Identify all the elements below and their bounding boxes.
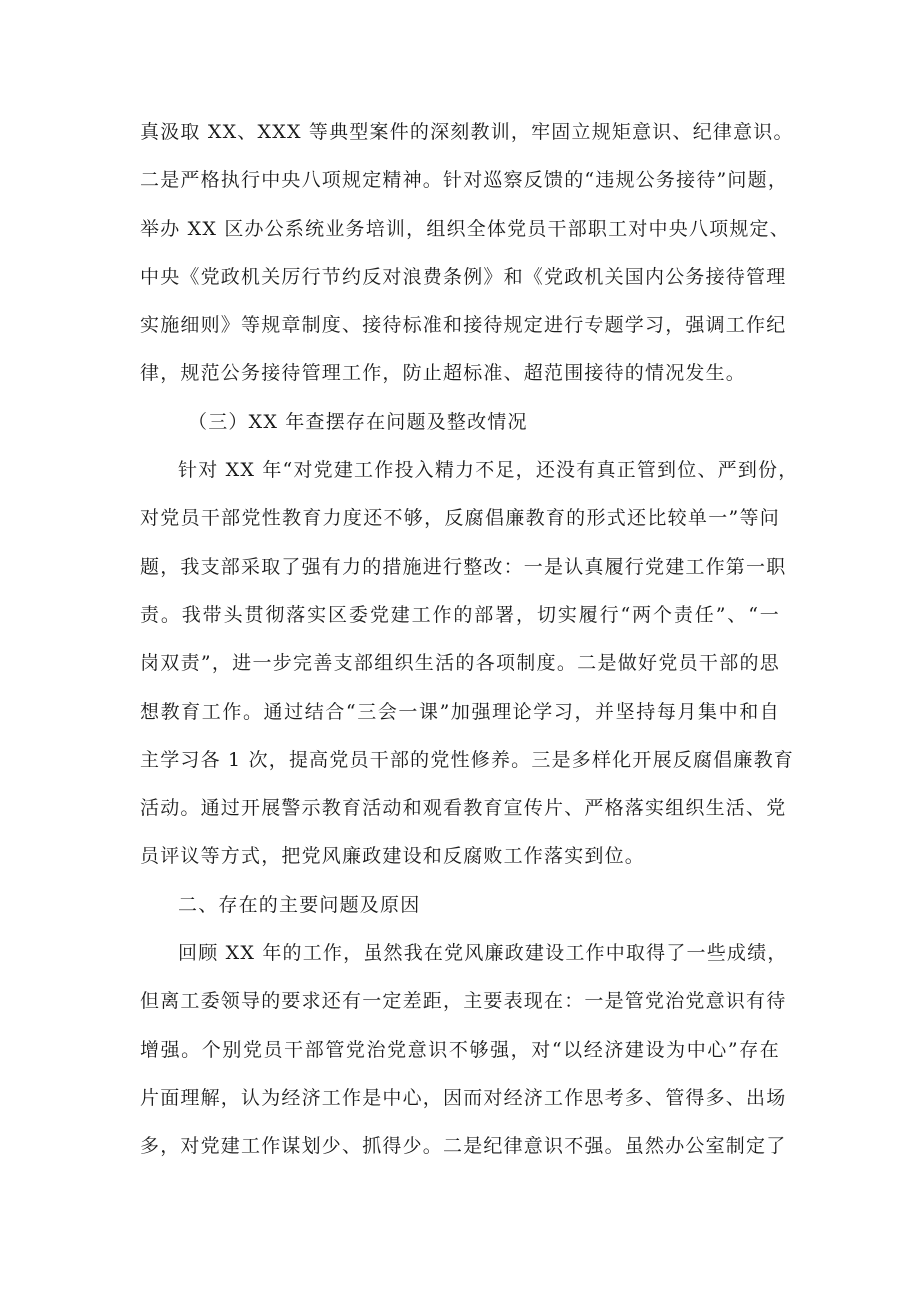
text-line: 对党员干部党性教育力度还不够，反腐倡廉教育的形式还比较单一”等问 xyxy=(140,507,780,530)
text-line: 员评议等方式，把党风廉政建设和反腐败工作落实到位。 xyxy=(140,845,646,868)
text-line: 举办 XX 区办公系统业务培训，组织全体党员干部职工对中央八项规定、 xyxy=(140,217,790,240)
text-line: 题，我支部采取了强有力的措施进行整改：一是认真履行党建工作第一职 xyxy=(140,555,787,578)
text-line: 真汲取 XX、XXX 等典型案件的深刻教训，牢固立规矩意识、纪律意识。 xyxy=(140,121,794,143)
text-line: 律，规范公务接待管理工作，防止超标准、超范围接待的情况发生。 xyxy=(140,362,747,385)
text-line: 岗双责”，进一步完善支部组织生活的各项制度。二是做好党员干部的思 xyxy=(140,652,780,675)
document-body xyxy=(140,108,799,1171)
text-line: 多，对党建工作谋划少、抓得少。二是纪律意识不强。虽然办公室制定了 xyxy=(140,1135,787,1158)
text-line: 中央《党政机关厉行节约反对浪费条例》和《党政机关国内公务接待管理 xyxy=(140,265,787,288)
section-heading: （三）XX 年查摆存在问题及整改情况 xyxy=(188,410,528,433)
text-line: 二是严格执行中央八项规定精神。针对巡察反馈的“违规公务接待”问题， xyxy=(140,169,789,192)
text-line: 片面理解，认为经济工作是中心，因而对经济工作思考多、管得多、出场 xyxy=(140,1086,787,1109)
text-line: 实施细则》等规章制度、接待标准和接待规定进行专题学习，强调工作纪 xyxy=(140,314,787,337)
text-line: 活动。通过开展警示教育活动和观看教育宣传片、严格落实组织生活、党 xyxy=(140,797,787,820)
section-heading: 二、存在的主要问题及原因 xyxy=(178,893,421,916)
text-line: 想教育工作。通过结合“三会一课”加强理论学习，并坚持每月集中和自 xyxy=(140,700,780,723)
text-line: 增强。个别党员干部管党治党意识不够强，对“以经济建设为中心”存在 xyxy=(140,1038,780,1061)
text-line: 针对 XX 年“对党建工作投入精力不足，还没有真正管到位、严到份， xyxy=(178,459,799,482)
text-line: 回顾 XX 年的工作，虽然我在党风廉政建设工作中取得了一些成绩， xyxy=(178,942,788,965)
text-line: 责。我带头贯彻落实区委党建工作的部署，切实履行“两个责任”、“一 xyxy=(140,603,780,626)
text-line: 但离工委领导的要求还有一定差距，主要表现在：一是管党治党意识有待 xyxy=(140,990,787,1013)
text-line: 主学习各 1 次，提高党员干部的党性修养。三是多样化开展反腐倡廉教育 xyxy=(140,748,794,771)
